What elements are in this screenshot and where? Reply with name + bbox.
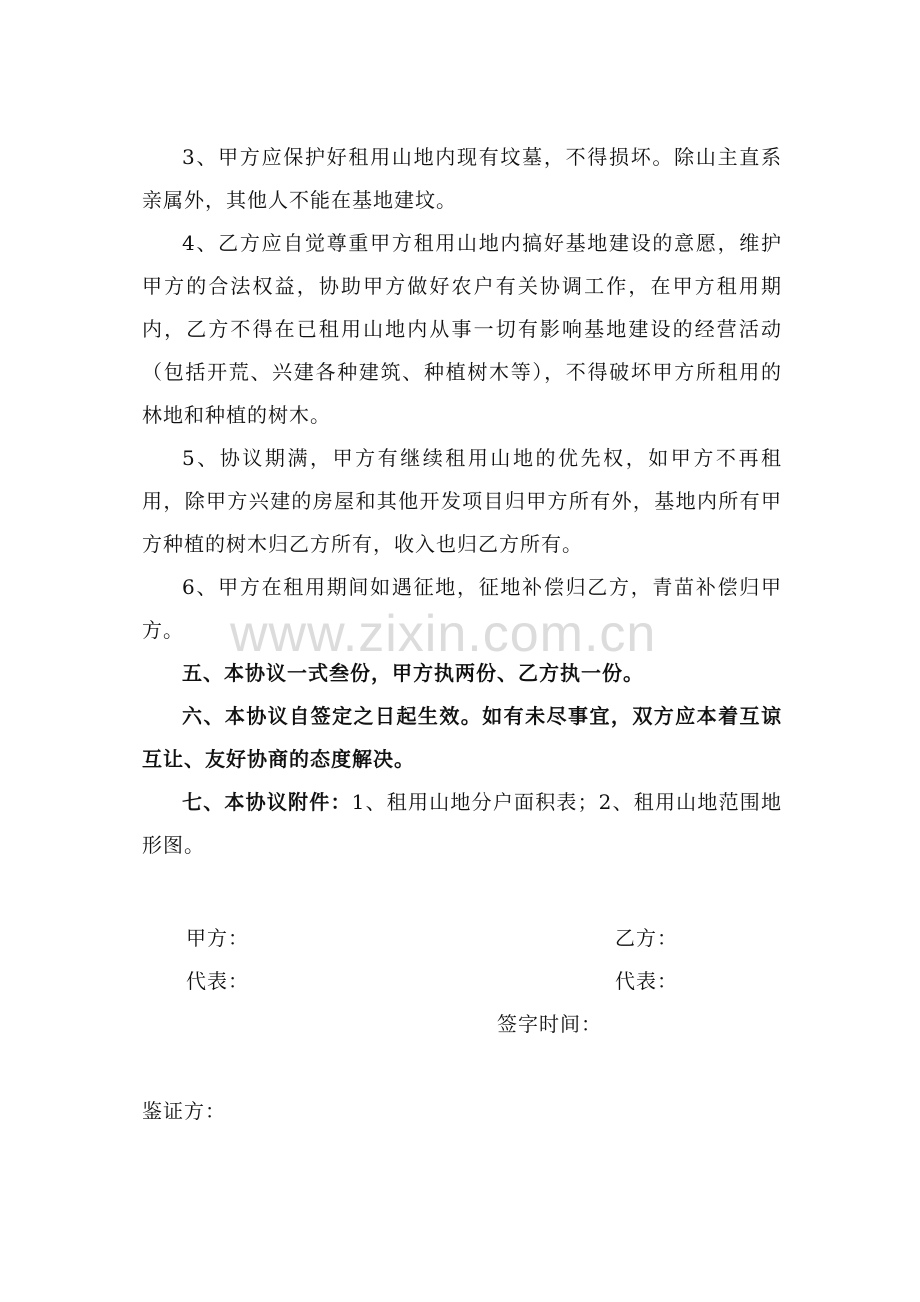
representative-a-label: 代表：: [186, 969, 249, 993]
section-7: [142, 781, 782, 867]
representative-b-label: 代表：: [615, 969, 678, 993]
section-5: 五、本协议一式叁份，甲方执两份、乙方执一份。: [182, 661, 644, 685]
signing-time-label: 签字时间：: [497, 1012, 602, 1036]
party-b-label: 乙方：: [615, 926, 678, 950]
clause-5: 5、协议期满，甲方有继续租用山地的优先权，如甲方不再租用，除甲方兴建的房屋和其他开发项目归甲方所有外，基地内所有甲方种植的树木归乙方所有，收入也归乙方所有。: [142, 446, 782, 556]
party-a-label: 甲方：: [186, 926, 249, 950]
section-7-attachments: 1、租用山地分户面积表；2、租用山地范围地形图。: [142, 790, 783, 857]
witness-label: 鉴证方：: [142, 1099, 226, 1123]
watermark: www.zixin.com.cn: [230, 605, 657, 663]
clause-3: 3、甲方应保护好租用山地内现有坟墓，不得损坏。除山主直系亲属外，其他人不能在基地建坟。: [142, 145, 782, 212]
clause-4: 4、乙方应自觉尊重甲方租用山地内搞好基地建设的意愿，维护甲方的合法权益，协助甲方做好农户有关协调工作，在甲方租用期内，乙方不得在已租用山地内从事一切有影响基地建设的经营活动（包括开荒、兴建各种建筑、种植树木等），不得破坏甲方所租用的林地和种植的树木。: [142, 231, 782, 427]
section-7-heading: 七、本协议附件：: [182, 790, 352, 814]
clause-6: 6、甲方在租用期间如遇征地，征地补偿归乙方，青苗补偿归甲方。: [142, 575, 782, 642]
section-6: 六、本协议自签定之日起生效。如有未尽事宜，双方应本着互谅互让、友好协商的态度解决。: [142, 704, 782, 771]
